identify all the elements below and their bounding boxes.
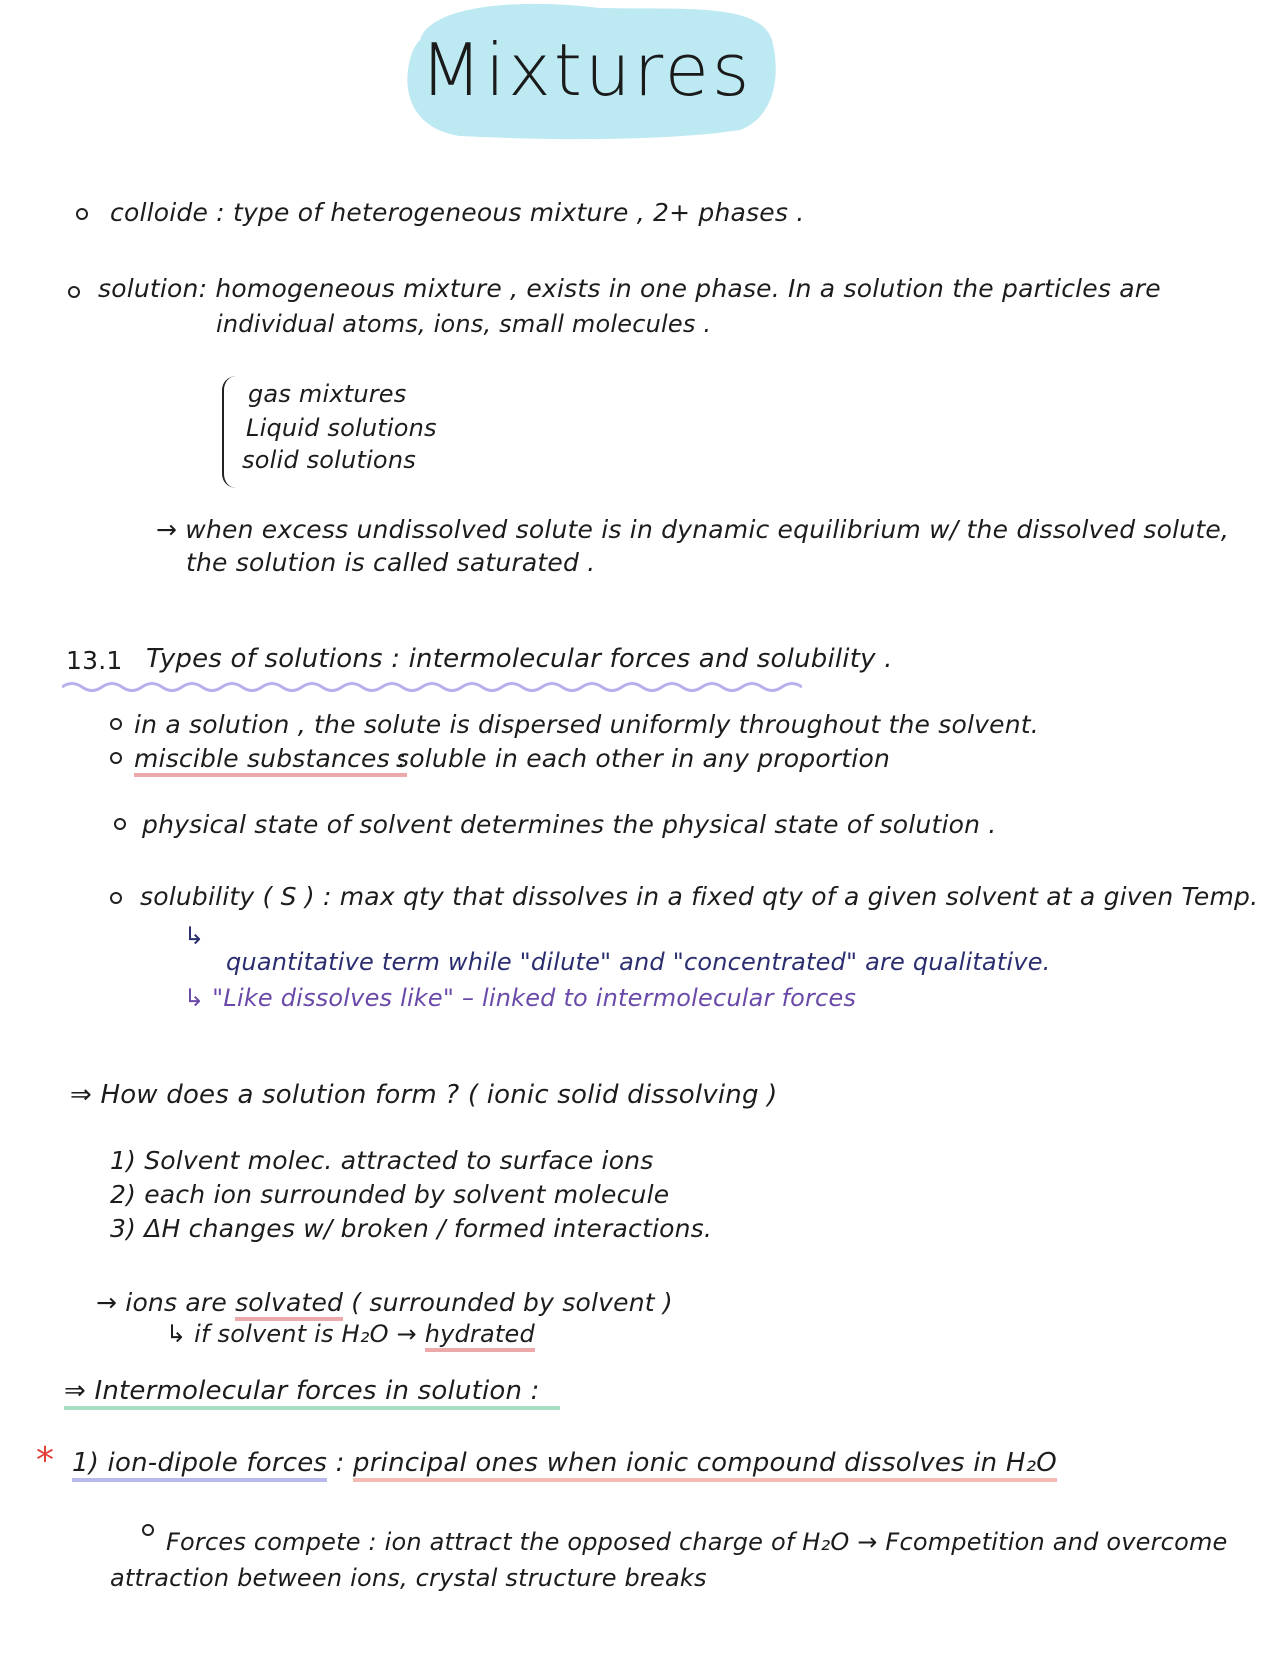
solvated-line <box>96 1288 673 1317</box>
bullet-solubility: solubility ( S ) : max qty that dissolves in a fixed qty of a given solvent at a given Temp. <box>140 882 1259 911</box>
miscible-definition: soluble in each other in any proportion <box>396 744 890 773</box>
solubility-arrow: ↳ <box>184 922 205 950</box>
bullet-dispersed: in a solution , the solute is dispersed uniformly throughout the solvent. <box>134 710 1039 739</box>
solubility-quantitative: quantitative term while "dilute" and "concentrated" are qualitative. <box>226 948 1051 976</box>
imf-heading: ⇒ Intermolecular forces in solution : <box>64 1376 560 1410</box>
ion-dipole-term: 1) ion-dipole forces <box>72 1448 327 1482</box>
colloid-definition: colloide : type of heterogeneous mixture , 2+ phases . <box>110 198 805 227</box>
form-step-2: 2) each ion surrounded by solvent molecule <box>110 1180 670 1209</box>
form-step-1: 1) Solvent molec. attracted to surface ions <box>110 1146 654 1175</box>
page-title: Mixtures <box>420 28 753 112</box>
solvated-term: solvated <box>235 1288 343 1321</box>
bullet-marker <box>110 752 122 764</box>
bracket <box>222 376 240 488</box>
solvated-suffix: ( surrounded by solvent ) <box>343 1288 673 1317</box>
solution-type-gas: gas mixtures <box>248 380 407 408</box>
saturated-line1: → when excess undissolved solute is in dynamic equilibrium w/ the dissolved solute, <box>156 515 1230 544</box>
saturated-line2: the solution is called saturated . <box>186 548 596 577</box>
solvated-prefix: → ions are <box>96 1288 236 1317</box>
bullet-physical-state: physical state of solvent determines the physical state of solution . <box>142 810 997 839</box>
star-marker: * <box>36 1440 55 1481</box>
section-heading-underline <box>62 680 802 694</box>
solution-type-liquid: Liquid solutions <box>246 414 437 442</box>
form-step-3: 3) ΔH changes w/ broken / formed interactions. <box>110 1214 713 1243</box>
bullet-marker <box>110 892 122 904</box>
solution-definition-line1: solution: homogeneous mixture , exists in one phase. In a solution the particles are <box>98 274 1161 303</box>
forces-compete-line2: attraction between ions, crystal structure breaks <box>110 1564 707 1592</box>
bullet-marker <box>110 718 122 730</box>
section-heading: Types of solutions : intermolecular forces and solubility . <box>146 644 893 674</box>
miscible-term: miscible substances : <box>134 744 407 777</box>
like-dissolves-like: ↳ "Like dissolves like" – linked to intermolecular forces <box>184 984 857 1012</box>
ion-dipole-definition: principal ones when ionic compound dissolves in H₂O <box>353 1448 1057 1482</box>
ion-dipole-sep: : <box>327 1448 354 1478</box>
bullet-marker <box>76 208 88 220</box>
bullet-marker <box>114 818 126 830</box>
hydrated-term: hydrated <box>425 1320 535 1352</box>
solution-definition-line2: individual atoms, ions, small molecules . <box>216 310 712 338</box>
solution-type-solid: solid solutions <box>242 446 416 474</box>
bullet-marker <box>142 1524 154 1536</box>
how-form-heading: ⇒ How does a solution form ? ( ionic solid dissolving ) <box>70 1080 778 1110</box>
bullet-marker <box>68 286 80 298</box>
forces-compete-line1: Forces compete : ion attract the opposed charge of H₂O → Fcompetition and overcome <box>166 1528 1228 1556</box>
ion-dipole-line <box>72 1448 1057 1478</box>
section-number: 13.1 <box>66 646 123 675</box>
hydrated-prefix: ↳ if solvent is H₂O → <box>166 1320 425 1348</box>
hydrated-line <box>166 1320 535 1348</box>
